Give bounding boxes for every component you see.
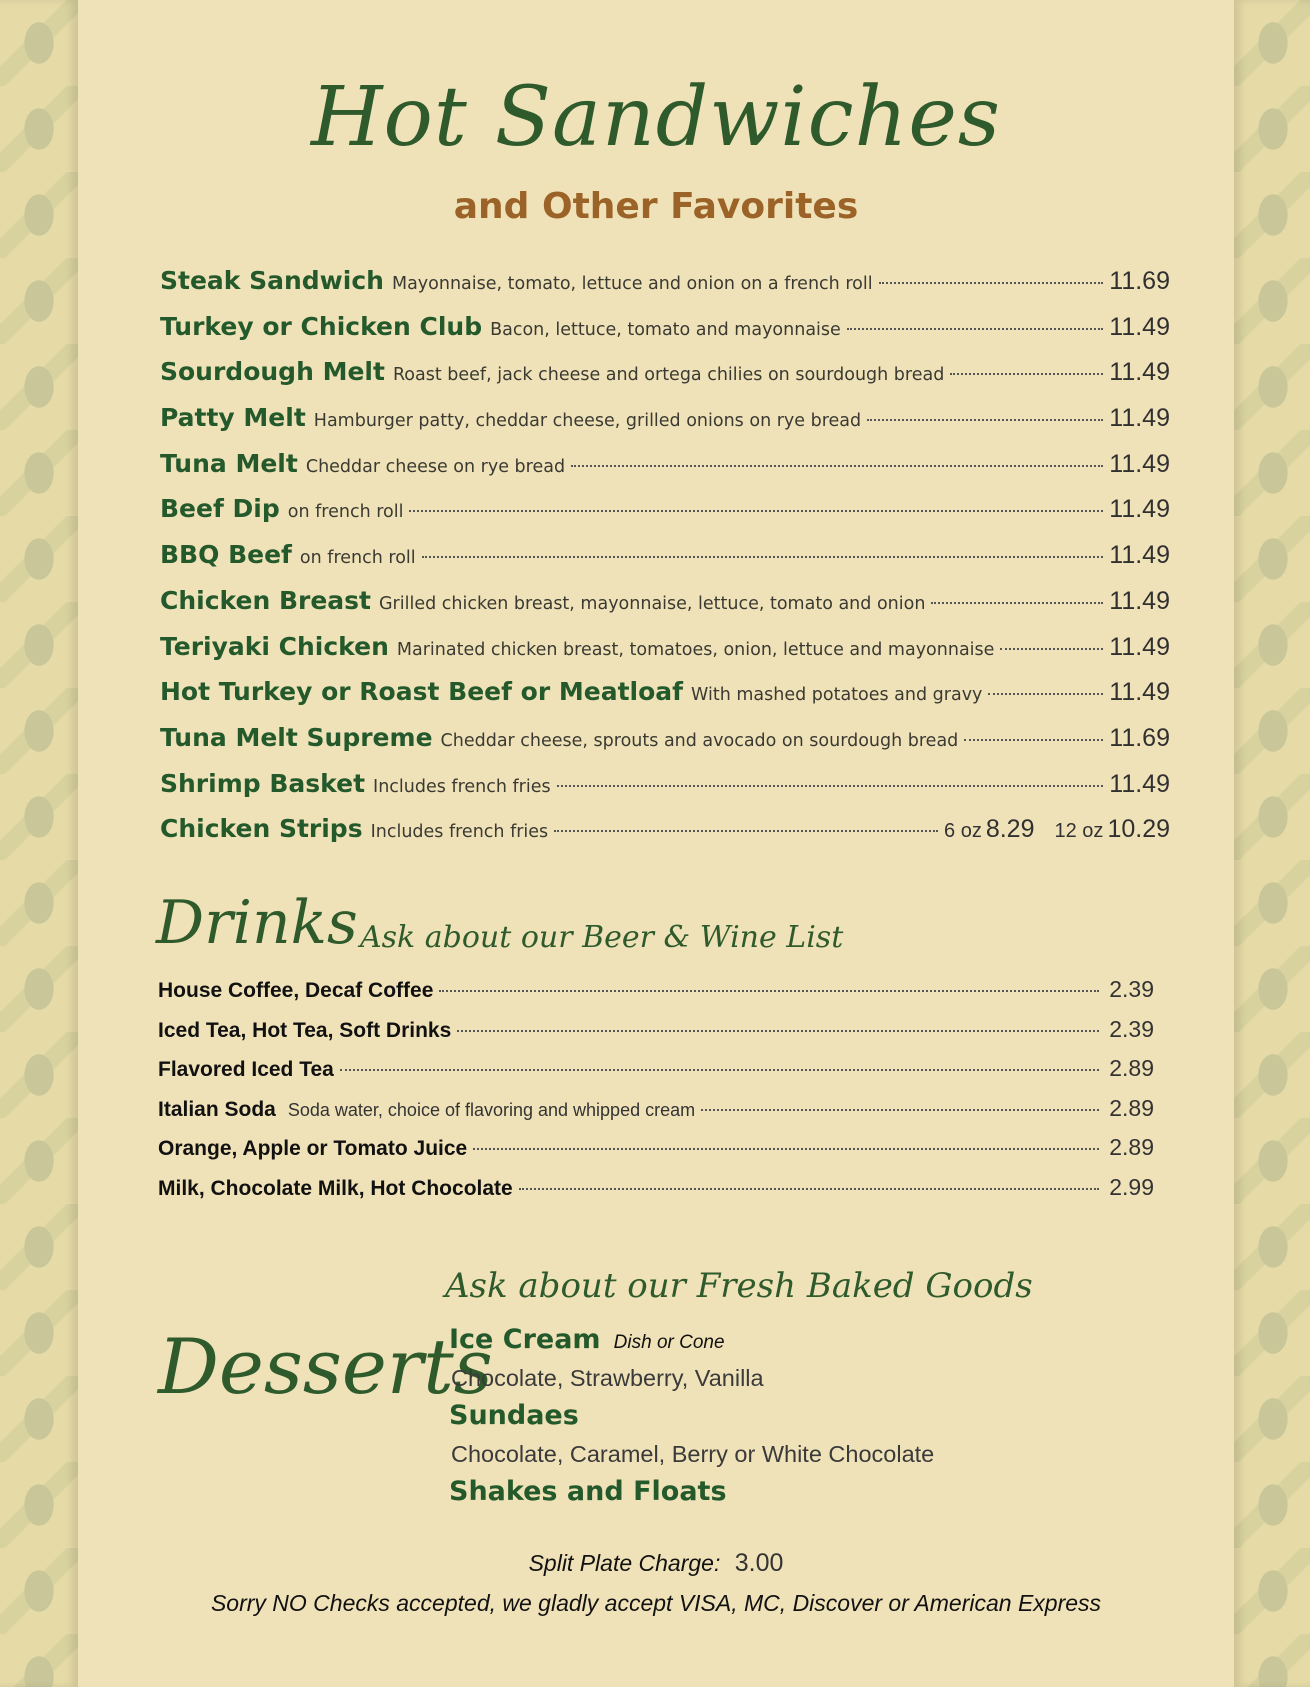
drinks-list <box>158 976 1154 1213</box>
drink-description: Soda water, choice of flavoring and whipped cream <box>287 1099 696 1120</box>
item-description: on french roll <box>287 502 404 523</box>
drink-name: House Coffee, Decaf Coffee <box>158 979 434 1002</box>
dot-leader <box>519 1188 1100 1190</box>
item-description: Roast beef, jack cheese and ortega chilies on sourdough bread <box>392 365 945 386</box>
drink-price: 2.89 <box>1109 1055 1154 1081</box>
drink-price: 2.39 <box>1109 976 1154 1002</box>
item-description: Hamburger patty, cheddar cheese, grilled onions on rye bread <box>313 411 862 432</box>
drink-name: Orange, Apple or Tomato Juice <box>158 1137 468 1160</box>
dot-leader <box>950 373 1103 375</box>
menu-item <box>160 357 1170 403</box>
item-description: Marinated chicken breast, tomatoes, onion, lettuce and mayonnaise <box>396 639 995 660</box>
item-price: 11.49 <box>1109 678 1170 707</box>
menu-item <box>160 769 1170 815</box>
item-price: 11.49 <box>1109 404 1170 433</box>
dessert-flavors: Chocolate, Caramel, Berry or White Chocolate <box>451 1441 935 1467</box>
item-price: 11.49 <box>1109 769 1170 798</box>
dot-leader <box>439 990 1099 992</box>
drink-price: 2.89 <box>1109 1134 1154 1160</box>
item-name: Shrimp Basket <box>160 768 366 798</box>
dessert-name: Ice Cream <box>449 1324 601 1355</box>
dot-leader <box>964 739 1103 741</box>
item-price: 11.49 <box>1109 449 1170 478</box>
item-price: 11.49 <box>1109 358 1170 387</box>
item-name: BBQ Beef <box>160 540 292 570</box>
dot-leader <box>988 693 1103 695</box>
ice-cream-heading <box>449 1324 934 1362</box>
decorative-border-left <box>0 0 78 1687</box>
page-title: Hot Sandwiches <box>310 70 1002 165</box>
menu-item <box>160 449 1170 495</box>
item-price: 11.49 <box>1109 632 1170 661</box>
drink-price: 2.89 <box>1109 1094 1154 1121</box>
item-description: With mashed potatoes and gravy <box>691 685 983 706</box>
split-plate-price: 3.00 <box>734 1549 784 1577</box>
drink-item <box>158 1174 1154 1214</box>
dot-leader <box>409 510 1103 512</box>
item-name: Chicken Breast <box>160 585 371 615</box>
drink-item <box>158 976 1154 1016</box>
item-description: Includes french fries <box>373 776 551 797</box>
drink-item <box>158 1095 1154 1135</box>
dot-leader <box>457 1030 1099 1032</box>
drink-name: Milk, Chocolate Milk, Hot Chocolate <box>158 1176 513 1200</box>
item-description: Bacon, lettuce, tomato and mayonnaise <box>490 319 841 340</box>
size-price-large: 10.29 <box>1107 815 1170 844</box>
item-name: Turkey or Chicken Club <box>160 311 483 341</box>
dot-leader <box>931 602 1103 604</box>
dessert-note: Dish or Cone <box>613 1332 725 1353</box>
menu-item <box>160 632 1170 678</box>
item-description: on french roll <box>299 548 416 569</box>
item-description: Mayonnaise, tomato, lettuce and onion on a french roll <box>391 274 873 294</box>
menu-item <box>160 266 1170 312</box>
dot-leader <box>422 556 1104 558</box>
item-price: 11.69 <box>1109 267 1170 295</box>
menu-item-chicken-strips <box>160 814 1170 860</box>
drink-item <box>158 1016 1154 1056</box>
desserts-list <box>449 1324 934 1514</box>
drinks-heading: Drinks <box>156 888 358 958</box>
menu-item <box>160 677 1170 723</box>
drink-item <box>158 1055 1154 1095</box>
drink-item <box>158 1134 1154 1174</box>
size-label-small: 6 oz <box>944 820 982 843</box>
menu-item <box>160 540 1170 586</box>
item-name: Patty Melt <box>160 403 306 433</box>
item-price: 11.49 <box>1109 541 1170 570</box>
item-name: Beef Dip <box>160 494 280 524</box>
size-price-small: 8.29 <box>985 815 1035 844</box>
menu-item <box>160 312 1170 358</box>
item-price: 11.69 <box>1109 723 1170 752</box>
desserts-heading: Desserts <box>158 1322 493 1411</box>
dot-leader <box>554 830 938 832</box>
drink-price: 2.99 <box>1109 1173 1154 1200</box>
item-name: Steak Sandwich <box>160 266 384 295</box>
menu-item <box>160 403 1170 449</box>
sandwich-list <box>160 266 1170 860</box>
shakes-heading <box>449 1476 934 1514</box>
dot-leader <box>473 1148 1099 1150</box>
dot-leader <box>879 282 1104 284</box>
dot-leader <box>571 465 1103 467</box>
item-price: 11.49 <box>1109 495 1170 524</box>
size-label-large: 12 oz <box>1054 820 1104 843</box>
item-name: Tuna Melt Supreme <box>160 722 433 752</box>
dessert-name: Sundaes <box>449 1400 579 1431</box>
page-subtitle: and Other Favorites <box>453 186 859 227</box>
drink-price: 2.39 <box>1109 1015 1154 1042</box>
dot-leader <box>701 1109 1099 1111</box>
drink-name: Italian Soda <box>158 1097 276 1121</box>
drink-name: Flavored Iced Tea <box>158 1058 334 1081</box>
menu-item <box>160 723 1170 769</box>
item-price: 11.49 <box>1109 586 1170 615</box>
split-plate-label: Split Plate Charge: <box>528 1550 721 1576</box>
item-name: Hot Turkey or Roast Beef or Meatloaf <box>160 677 684 707</box>
dessert-flavors: Chocolate, Strawberry, Vanilla <box>451 1365 764 1391</box>
item-price: 11.49 <box>1109 312 1170 341</box>
dot-leader <box>557 785 1104 787</box>
item-description: Grilled chicken breast, mayonnaise, lettuce, tomato and onion <box>379 593 926 614</box>
dot-leader <box>1000 648 1103 650</box>
drink-name: Iced Tea, Hot Tea, Soft Drinks <box>158 1018 452 1042</box>
menu-item <box>160 586 1170 632</box>
dot-leader <box>847 328 1103 330</box>
split-plate-charge <box>78 1549 1234 1578</box>
dot-leader <box>340 1069 1099 1071</box>
drinks-note: Ask about our Beer & Wine List <box>360 920 844 955</box>
item-name: Sourdough Melt <box>160 357 385 387</box>
dessert-name: Shakes and Floats <box>449 1476 727 1507</box>
item-description: Cheddar cheese on rye bread <box>305 456 566 477</box>
sundaes-heading <box>449 1400 934 1438</box>
item-description: Cheddar cheese, sprouts and avocado on sourdough bread <box>440 730 959 751</box>
item-description: Includes french fries <box>370 822 549 843</box>
item-name: Teriyaki Chicken <box>160 631 389 661</box>
menu-panel <box>78 0 1234 1687</box>
item-name: Tuna Melt <box>160 448 298 478</box>
dot-leader <box>867 419 1103 421</box>
baked-goods-note: Ask about our Fresh Baked Goods <box>445 1266 1033 1306</box>
payment-note: Sorry NO Checks accepted, we gladly accept VISA, MC, Discover or American Express <box>210 1590 1102 1616</box>
item-name: Chicken Strips <box>160 814 363 844</box>
menu-item <box>160 494 1170 540</box>
decorative-border-right <box>1234 0 1310 1687</box>
